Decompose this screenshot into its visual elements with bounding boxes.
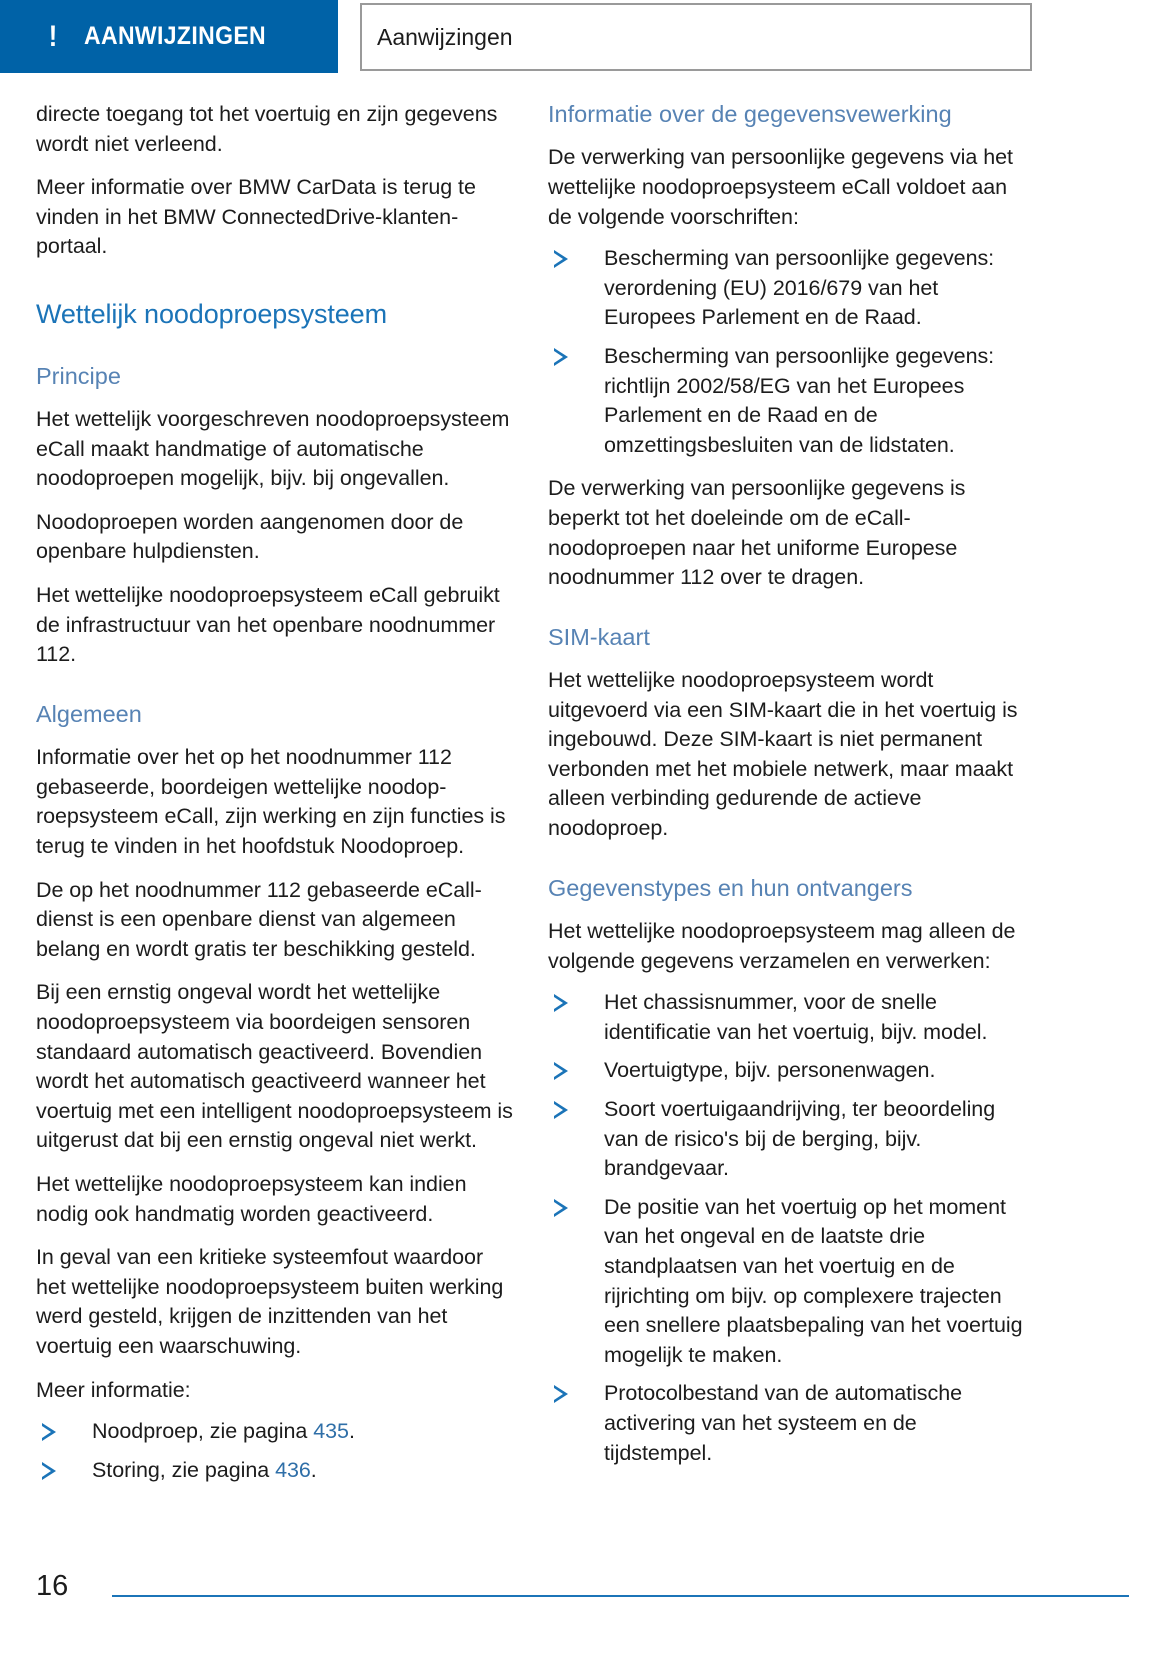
subsection-heading-gegevenstypes: Gegevenstypes en hun ontvangers (548, 874, 913, 901)
paragraph: Noodoproepen worden aangenomen door de openbare hulpdiensten. (36, 509, 464, 564)
list-item (548, 244, 1029, 333)
list-item-text: Bescherming van persoonlijke gegevens: verordening (EU) 2016/679 van het Europees Parlement en de Raad. (604, 246, 995, 330)
section-title: Wettelijk noodoproepsysteem (36, 298, 387, 329)
page-reference[interactable]: 435 (313, 1419, 349, 1444)
paragraph: Het wettelijke noodoproepsysteem mag alleen de volgende gegevens verzamelen en verwerken: (548, 919, 1016, 973)
paragraph: Bij een ernstig ongeval wordt het wettelijke noodoproepsysteem via boordeigen sensoren standaard automatisch geactiveerd. Bovendien wordt het automatisch geactiveerd wanneer het voertuig met een intelligent noodoproepsysteem is uitgerust dat bij een ernstig ongeval niet werkt. (36, 980, 513, 1153)
two-column-layout (0, 100, 1165, 1485)
triangle-bullet-icon (554, 994, 568, 1012)
list-item (548, 342, 1029, 460)
paragraph: Het wettelijke noodoproepsysteem kan indien nodig ook handmatig worden geactiveerd. (36, 1171, 467, 1226)
data-types-list (548, 988, 1029, 1468)
list-item (548, 1056, 1029, 1086)
page-header (0, 0, 1165, 78)
page-reference[interactable]: 436 (275, 1457, 311, 1482)
list-item-text: Voertuigtype, bijv. personenwagen. (604, 1058, 936, 1083)
page-body (0, 100, 1165, 1485)
triangle-bullet-icon (554, 1385, 568, 1403)
paragraph: Meer informatie: (36, 1377, 191, 1402)
subsection-heading-principe: Principe (36, 362, 121, 389)
list-item-text: Bescherming van persoonlijke gegevens: richtlijn 2002/58/EG van het Europees Parlement en de Raad en de omzettingsbesluiten van de lidstaten. (604, 343, 995, 457)
exclamation-icon: ! (48, 19, 58, 53)
list-item-text-tail: . (348, 1419, 355, 1444)
left-column (36, 100, 517, 1485)
paragraph: De op het noodnummer 112 gebaseerde eCall-dienst is een openbare dienst van algemeen belang en wordt gratis ter beschikking gesteld. (36, 877, 482, 961)
list-item-text-tail: . (310, 1457, 317, 1482)
page-number: 16 (36, 1570, 69, 1602)
paragraph: In geval van een kritieke systeemfout waardoor het wettelijke noodoproepsysteem buiten werking werd gesteld, krijgen de inzittenden van het voertuig een waarschuwing. (36, 1245, 504, 1358)
triangle-bullet-icon (554, 348, 568, 366)
list-item-text: Noodproep, zie pagina (92, 1419, 314, 1444)
list-item (548, 1095, 1029, 1184)
paragraph: De verwerking van persoonlijke gegevens is beperkt tot het doeleinde om de eCall-noodoproepen naar het uniforme Europese noodnummer 112 over te dragen. (548, 476, 966, 590)
breadcrumb: Aanwijzingen (377, 23, 513, 50)
list-item-text: De positie van het voertuig op het moment van het ongeval en de laatste drie standplaatsen van het voertuig en de rijrichting om bijv. op complexere trajecten een snellere plaatsbepaling van het voertuig mogelijk te maken. (604, 1194, 1023, 1367)
list-item-text: Storing, zie pagina (92, 1457, 276, 1482)
paragraph: Informatie over het op het noodnummer 112 gebaseerde, boordeigen wettelijke noodoproepsysteem eCall, zijn werking en zijn functies is terug te vinden in het hoofdstuk Noodoproep. (36, 745, 506, 858)
paragraph: directe toegang tot het voertuig en zijn gegevens wordt niet verleend. (36, 102, 498, 156)
list-item-text: Protocolbestand van de automatische activering van het systeem en de tijdstempel. (604, 1381, 963, 1465)
paragraph: Het wettelijke noodoproepsysteem eCall gebruikt de infrastructuur van het openbare noodnummer 112. (36, 583, 500, 667)
chapter-tab (0, 0, 338, 73)
breadcrumb-box (360, 3, 1032, 71)
page-footer (0, 1559, 1165, 1605)
paragraph: De verwerking van persoonlijke gegevens via het wettelijke noodoproepsysteem eCall voldoet aan de volgende voorschriften: (548, 145, 1013, 229)
subsection-heading-gegevensverwerking: Informatie over de gegevensvewerking (548, 101, 952, 127)
list-item (36, 1456, 517, 1486)
regulations-list (548, 244, 1029, 460)
footer-divider (112, 1595, 1129, 1597)
triangle-bullet-icon (554, 250, 568, 268)
list-item-text: Soort voertuigaandrijving, ter beoordeling van de risico's bij de berging, bijv. brandgevaar. (604, 1096, 996, 1181)
right-column (548, 100, 1029, 1468)
triangle-bullet-icon (554, 1062, 568, 1080)
triangle-bullet-icon (42, 1423, 56, 1441)
triangle-bullet-icon (42, 1462, 56, 1480)
subsection-heading-sim-kaart: SIM-kaart (548, 623, 650, 650)
paragraph: Meer informatie over BMW CarData is terug te vinden in het BMW ConnectedDrive-klantenportaal. (36, 175, 476, 259)
list-item-text: Het chassisnummer, voor de snelle identificatie van het voertuig, bijv. model. (604, 990, 988, 1044)
triangle-bullet-icon (554, 1199, 568, 1217)
paragraph: Het wettelijke noodoproepsysteem wordt uitgevoerd via een SIM-kaart die in het voertuig is ingebouwd. Deze SIM-kaart is niet permanent verbonden met het mobiele netwerk, maar maakt alleen verbinding gedurende de actieve noodoproep. (548, 668, 1018, 841)
list-item (36, 1417, 517, 1447)
list-item (548, 988, 1029, 1047)
chapter-tab-label: AANWIJZINGEN (84, 22, 267, 50)
triangle-bullet-icon (554, 1101, 568, 1119)
cross-reference-list (36, 1417, 517, 1485)
paragraph: Het wettelijk voorgeschreven noodoproepsysteem eCall maakt handmatige of automatische noodoproepen mogelijk, bijv. bij ongevallen. (36, 407, 510, 491)
subsection-heading-algemeen: Algemeen (36, 700, 142, 727)
list-item (548, 1193, 1029, 1371)
list-item (548, 1379, 1029, 1468)
